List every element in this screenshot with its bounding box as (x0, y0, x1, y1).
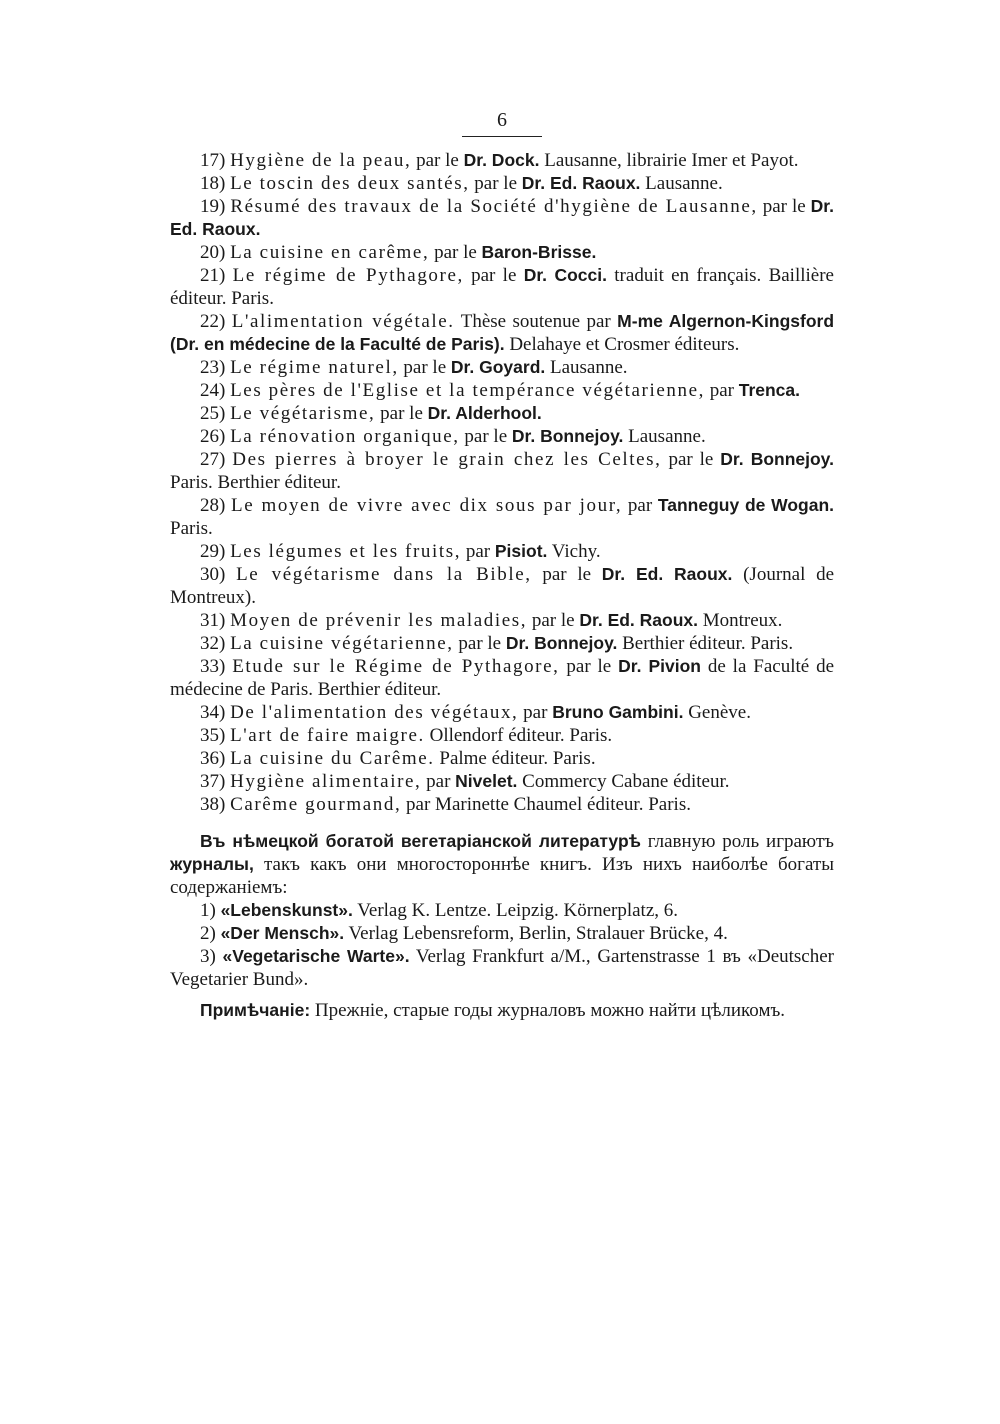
entry-publisher: Vichy. (547, 541, 601, 562)
bibliography-entry (170, 425, 834, 448)
entry-text: par le (661, 449, 721, 470)
entry-text: par le (531, 564, 602, 585)
entry-number: 17) (200, 150, 226, 171)
entry-title: Hygiène alimentaire, (230, 771, 422, 792)
entry-number: 18) (200, 173, 226, 194)
entry-title: Etude sur le Régime de Pythagore, (232, 656, 560, 677)
intro-text: главную роль играютъ (640, 831, 834, 852)
bibliography-entry (170, 310, 834, 356)
entry-publisher: Berthier éditeur. Paris. (617, 633, 794, 654)
entry-text: par le (463, 265, 524, 286)
bibliography-entry (170, 379, 834, 402)
entry-title: Le régime naturel, (230, 357, 399, 378)
journal-entry (170, 899, 834, 922)
entry-publisher: Lausanne. (623, 426, 706, 447)
bibliography-list (170, 149, 834, 816)
entry-number: 26) (200, 426, 226, 447)
entry-text: Ollendorf éditeur. Paris. (424, 725, 613, 746)
entry-author: Nivelet. (455, 771, 518, 791)
entry-text: par le (757, 196, 811, 217)
entry-number: 37) (200, 771, 226, 792)
journal-entry (170, 945, 834, 991)
bibliography-entry (170, 701, 834, 724)
journal-publisher: Verlag Frankfurt a/M., Gartenstrasse 1 въ «Deutscher Vegetarier Bund». (170, 946, 834, 990)
entry-publisher: (Journal de Montreux). (170, 564, 835, 608)
bibliography-entry (170, 494, 834, 540)
bibliography-entry (170, 149, 834, 172)
bibliography-entry (170, 540, 834, 563)
entry-publisher: de la Faculté de médecine de Paris. Berthier éditeur. (170, 656, 835, 700)
entry-title: La cuisine végétarienne, (230, 633, 454, 654)
entry-title: Le moyen de vivre avec dix sous par jour, (230, 495, 623, 516)
entry-number: 23) (200, 357, 226, 378)
bibliography-entry (170, 356, 834, 379)
entry-author: Dr. Bonnejoy. (720, 449, 834, 469)
journal-number: 3) (200, 946, 216, 967)
entry-author: Trenca. (738, 380, 801, 400)
footnote (170, 999, 834, 1022)
bibliography-entry (170, 793, 834, 816)
entry-publisher: Montreux. (698, 610, 783, 631)
entry-title: Les légumes et les fruits, (230, 541, 462, 562)
journal-number: 2) (200, 923, 216, 944)
document-page (170, 108, 834, 1022)
journal-publisher: Verlag Lebensreform, Berlin, Stralauer Brücke, 4. (344, 923, 728, 944)
bibliography-entry (170, 172, 834, 195)
entry-title: Moyen de prévenir les maladies, (230, 610, 528, 631)
entry-number: 36) (200, 748, 226, 769)
entry-number: 29) (200, 541, 226, 562)
bibliography-entry (170, 448, 834, 494)
entry-text: par le (453, 633, 506, 654)
entry-title: De l'alimentation des végétaux, (230, 702, 519, 723)
entry-author: Dr. Bonnejoy. (505, 633, 618, 653)
bibliography-entry (170, 609, 834, 632)
note-text: Прежніе, старые годы журналовъ можно найти цѣликомъ. (310, 1000, 786, 1021)
entry-number: 32) (200, 633, 226, 654)
entry-publisher: Lausanne, librairie Imer et Payot. (539, 150, 799, 171)
entry-author: Dr. Cocci. (523, 265, 607, 285)
journal-number: 1) (200, 900, 216, 921)
entry-title: Résumé des travaux de la Société d'hygiène de Lausanne, (230, 196, 758, 217)
entry-text: par le (527, 610, 580, 631)
entry-author: Dr. Ed. Raoux. (521, 173, 641, 193)
entry-text: Palme éditeur. Paris. (434, 748, 596, 769)
entry-title: La cuisine en carême, (230, 242, 430, 263)
intro-text-rest: такъ какъ они многостороннѣе книгъ. Изъ нихъ наиболѣе богаты содержаніемъ: (170, 854, 834, 898)
entry-title: Le toscin des deux santés, (230, 173, 470, 194)
entry-author: Dr. Goyard. (450, 357, 546, 377)
entry-author: Dr. Dock. (463, 150, 540, 170)
entry-number: 34) (200, 702, 226, 723)
entry-author: Dr. Ed. Raoux. (601, 564, 733, 584)
entry-title: Hygiène de la peau, (230, 150, 412, 171)
entry-author: Dr. Pivion (618, 656, 701, 676)
entry-title: L'art de faire maigre. (230, 725, 425, 746)
entry-title: Le régime de Pythagore, (232, 265, 464, 286)
entry-text: par (461, 541, 495, 562)
entry-title: Les pères de l'Eglise et la tempérance végétarienne, (230, 380, 705, 401)
journal-list (170, 899, 834, 991)
entry-publisher: Paris. Berthier éditeur. (170, 472, 341, 493)
entry-number: 35) (200, 725, 226, 746)
bibliography-entry (170, 632, 834, 655)
entry-text: Thèse soutenue par (454, 311, 618, 332)
journal-entry (170, 922, 834, 945)
page-number: 6 (497, 109, 507, 131)
entry-publisher: traduit en français. Baillière éditeur. Paris. (170, 265, 834, 309)
entry-text: par le (429, 242, 482, 263)
bibliography-entry (170, 655, 834, 701)
note-label: Примѣчаніе: (200, 1000, 311, 1020)
entry-author: Pisiot. (494, 541, 548, 561)
entry-publisher: Paris. (170, 518, 213, 539)
russian-intro-paragraph (170, 830, 834, 899)
entry-number: 22) (200, 311, 226, 332)
journal-title: «Lebenskunst». (220, 900, 353, 920)
entry-publisher: Genève. (683, 702, 751, 723)
intro-bold-phrase: Въ нѣмецкой богатой вегетаріанской литературѣ (200, 831, 641, 851)
entry-text: par Marinette Chaumel éditeur. Paris. (401, 794, 691, 815)
bibliography-entry (170, 264, 834, 310)
bibliography-entry (170, 724, 834, 747)
entry-number: 27) (200, 449, 226, 470)
entry-text: par le (459, 426, 512, 447)
entry-text: par le (398, 357, 451, 378)
entry-title: L'alimentation végétale. (231, 311, 455, 332)
entry-text: par (421, 771, 456, 792)
entry-number: 33) (200, 656, 226, 677)
entry-number: 31) (200, 610, 226, 631)
entry-author: Dr. Bonnejoy. (511, 426, 624, 446)
entry-number: 24) (200, 380, 226, 401)
entry-title: La cuisine du Carême. (230, 748, 435, 769)
entry-number: 30) (200, 564, 226, 585)
entry-number: 28) (200, 495, 226, 516)
journal-title: «Vegetarische Warte». (222, 946, 410, 966)
bibliography-entry (170, 747, 834, 770)
entry-number: 38) (200, 794, 226, 815)
entry-text: par (518, 702, 553, 723)
entry-number: 20) (200, 242, 226, 263)
entry-text: par le (375, 403, 428, 424)
page-number-rule (462, 136, 542, 137)
bibliography-entry (170, 770, 834, 793)
entry-author: Dr. Ed. Raoux. (579, 610, 698, 630)
entry-author: Tanneguy de Wogan. (657, 495, 835, 515)
journal-publisher: Verlag K. Lentze. Leipzig. Körnerplatz, 6. (352, 900, 679, 921)
entry-publisher: Lausanne. (545, 357, 628, 378)
entry-author: Baron-Brisse. (481, 242, 597, 262)
entry-number: 19) (200, 196, 226, 217)
entry-publisher: Commercy Cabane éditeur. (517, 771, 730, 792)
intro-bold-word: журналы, (170, 854, 254, 874)
entry-title: La rénovation organique, (230, 426, 460, 447)
entry-title: Le végétarisme dans la Bible, (236, 564, 532, 585)
entry-author: Dr. Ed. Raoux. (170, 196, 835, 239)
journal-title: «Der Mensch». (220, 923, 345, 943)
bibliography-entry (170, 563, 834, 609)
entry-number: 25) (200, 403, 226, 424)
entry-text: par le (469, 173, 522, 194)
section-gap (170, 816, 834, 830)
entry-author: M-me Algernon-Kingsford (Dr. en médecine de la Faculté de Paris). (170, 311, 835, 354)
entry-number: 21) (200, 265, 226, 286)
bibliography-entry (170, 195, 834, 241)
entry-text: par le (411, 150, 464, 171)
entry-title: Carême gourmand, (230, 794, 402, 815)
entry-title: Le végétarisme, (230, 403, 376, 424)
entry-title: Des pierres à broyer le grain chez les Celtes, (232, 449, 662, 470)
entry-publisher: Lausanne. (640, 173, 723, 194)
entry-publisher: Delahaye et Crosmer éditeurs. (504, 334, 740, 355)
entry-author: Dr. Alderhool. (427, 403, 542, 423)
bibliography-entry (170, 402, 834, 425)
entry-text: par (704, 380, 739, 401)
entry-author: Bruno Gambini. (552, 702, 684, 722)
bibliography-entry (170, 241, 834, 264)
entry-text: par le (559, 656, 619, 677)
entry-text: par (622, 495, 658, 516)
